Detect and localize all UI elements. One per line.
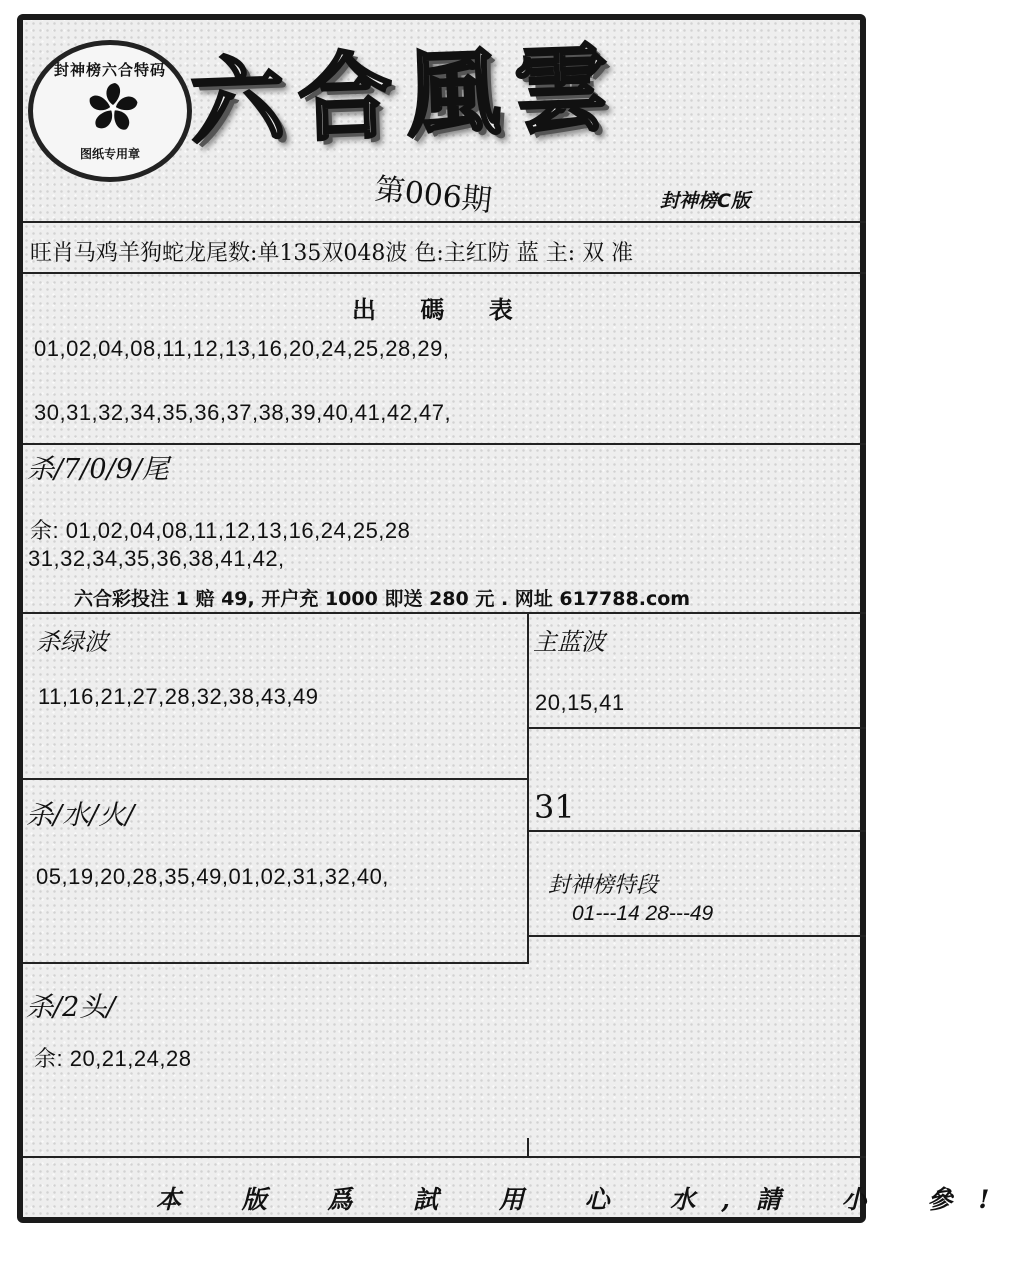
kill-tail-row: 余: 01,02,04,08,11,12,13,16,24,25,28 [30, 518, 411, 543]
code-table-row: 01,02,04,08,11,12,13,16,20,24,25,28,29, [34, 336, 450, 361]
divider [529, 935, 866, 937]
kill-green-title: 杀绿波 [36, 628, 108, 656]
single-number: 31 [534, 788, 575, 826]
divider [23, 612, 866, 614]
special-range-title: 封神榜特段 [548, 873, 659, 898]
issue-number: 第006期 [373, 171, 494, 220]
kill-head-numbers: 余: 20,21,24,28 [34, 1046, 192, 1071]
kill-head-title: 杀/2头/ [26, 992, 116, 1023]
divider [23, 778, 529, 780]
kill-tail-row: 31,32,34,35,36,38,41,42, [28, 546, 285, 571]
column-divider [527, 612, 529, 962]
divider [23, 443, 866, 445]
divider [23, 221, 866, 223]
footer-note: 本 版 爲 試 用 心 水,請 小 參! [156, 1185, 1015, 1214]
seal-bottom-text: 图纸专用章 [79, 147, 140, 161]
kill-tail-title: 杀/7/0/9/尾 [27, 454, 169, 485]
divider [529, 830, 866, 832]
column-divider [527, 1138, 529, 1158]
ad-banner: 六合彩投注 1 赔 49, 开户充 1000 即送 280 元 . 网址 617788.com [74, 588, 691, 610]
info-line: 旺肖马鸡羊狗蛇龙尾数:单135双048波 色:主红防 蓝 主: 双 准 [30, 241, 634, 266]
bauhinia-flower-icon [86, 81, 140, 135]
main-blue-title: 主蓝波 [533, 628, 605, 656]
page-title: 六合風雲 [188, 33, 625, 159]
kill-element-title: 杀/水/火/ [26, 800, 135, 831]
code-table-row: 30,31,32,34,35,36,37,38,39,40,41,42,47, [34, 400, 452, 425]
seal-top-text: 封神榜六合特码 [53, 61, 166, 79]
divider [23, 1156, 866, 1158]
edition-label: 封神榜C版 [660, 190, 750, 212]
seal-stamp [28, 40, 192, 182]
divider [529, 727, 866, 729]
main-blue-numbers: 20,15,41 [535, 690, 625, 715]
divider [23, 272, 866, 274]
code-table-title: 出 碼 表 [352, 295, 531, 324]
special-range-value: 01---14 28---49 [572, 902, 714, 925]
divider [23, 962, 529, 964]
kill-element-numbers: 05,19,20,28,35,49,01,02,31,32,40, [36, 864, 389, 889]
kill-green-numbers: 11,16,21,27,28,32,38,43,49 [38, 684, 319, 709]
